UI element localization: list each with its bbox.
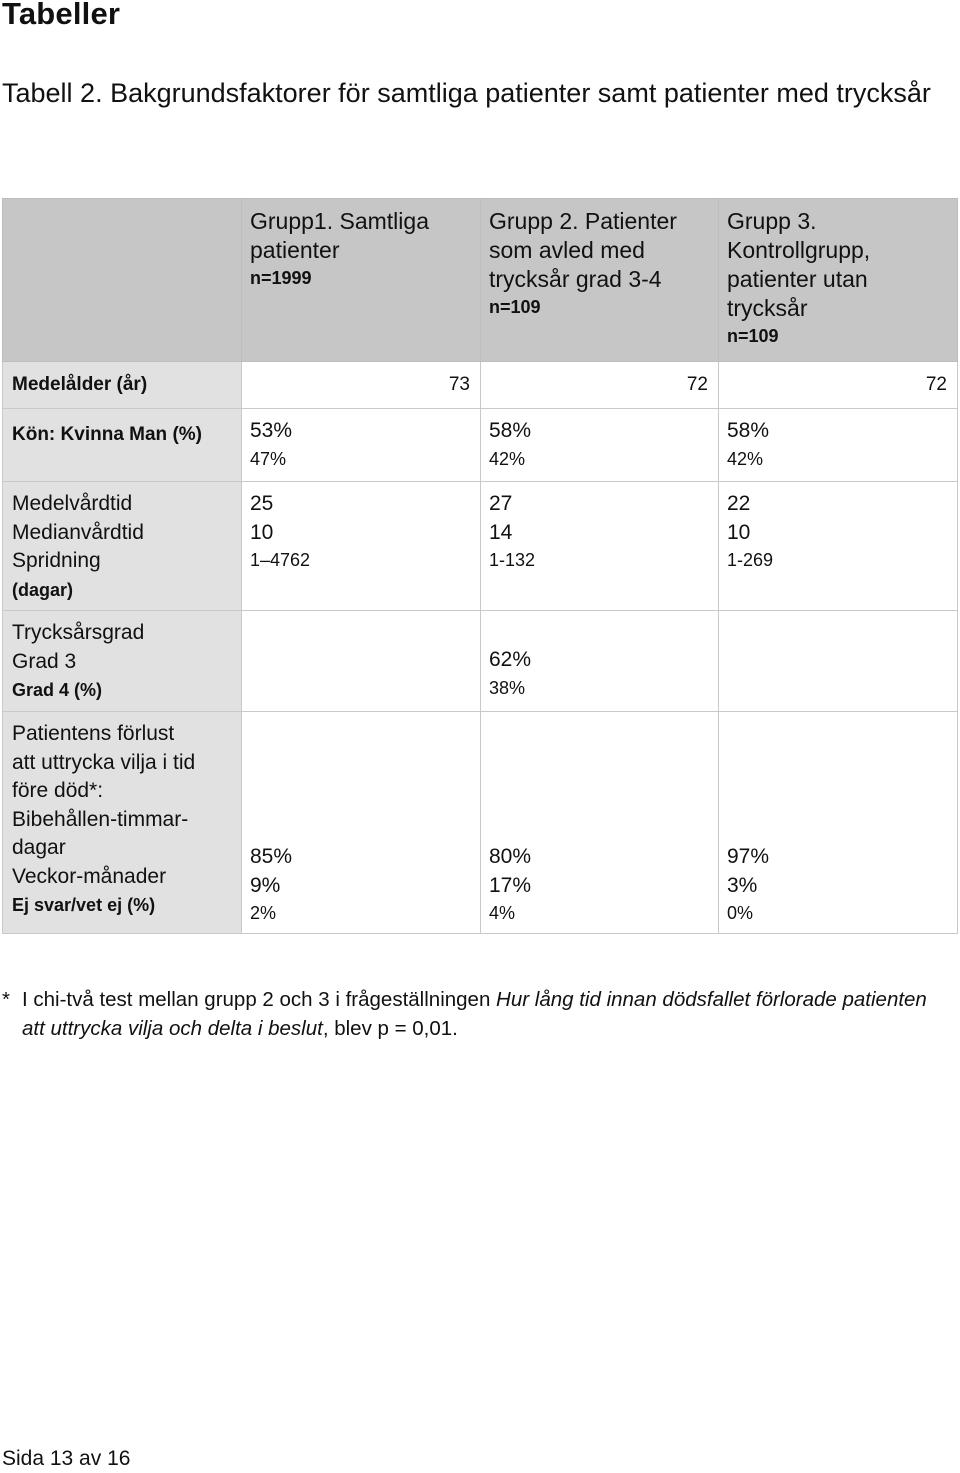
cell-grad-group1	[242, 611, 481, 712]
header-corner-cell	[3, 199, 242, 362]
row-label-vardtid	[3, 482, 242, 611]
row-forlust	[3, 712, 958, 934]
header-group2-title-line: som avled med	[489, 237, 645, 263]
value-kvinna: 53%	[250, 419, 293, 442]
value-veckor: 3%	[727, 873, 758, 897]
value-ej-svar: 2%	[250, 903, 277, 923]
background-factors-table	[2, 198, 958, 934]
cell-kon-group2	[481, 409, 719, 482]
value-median: 10	[250, 520, 274, 544]
value-spridning: 1-269	[727, 550, 774, 570]
row-label-trycksarsgrad	[3, 611, 242, 712]
value-ej-svar: 0%	[727, 903, 754, 923]
footnote-text-plain: I chi-två test mellan grupp 2 och 3 i frågeställningen	[22, 988, 497, 1011]
header-group1-title-line: Grupp1. Samtliga	[250, 208, 429, 234]
row-kon	[3, 409, 958, 482]
value-bibehallen: 80%	[489, 845, 532, 868]
page-heading: Tabeller	[2, 0, 121, 31]
header-group2-title-line: trycksår grad 3-4	[489, 266, 662, 292]
header-group2-n: n=109	[489, 297, 541, 317]
footnote	[2, 985, 932, 1043]
table-header-row	[3, 199, 958, 362]
value-bibehallen: 85%	[250, 845, 293, 868]
row-label-line: Ej svar/vet ej (%)	[12, 895, 156, 915]
row-label-line: Bibehållen-timmar-	[12, 807, 189, 831]
cell-vardtid-group2	[481, 482, 719, 611]
cell-medelalder-group2: 72	[481, 362, 719, 409]
row-medelalder	[3, 362, 958, 409]
value-medel: 25	[250, 492, 274, 515]
cell-forlust-group1	[242, 712, 481, 934]
footnote-text-plain: , blev p = 0,01.	[322, 1017, 458, 1040]
header-group2	[481, 199, 719, 362]
cell-grad-group3	[719, 611, 958, 712]
row-label-line: före död*:	[12, 779, 104, 802]
row-label-medelalder: Medelålder (år)	[3, 362, 242, 409]
value-man: 47%	[250, 448, 287, 469]
row-label-line: att uttrycka vilja i tid	[12, 750, 196, 774]
row-label-line: Trycksårsgrad	[12, 621, 145, 644]
row-label-line: Grad 4 (%)	[12, 680, 103, 700]
value-bibehallen: 97%	[727, 845, 770, 868]
header-group1-title-line: patienter	[250, 237, 340, 263]
footnote-text	[2, 985, 932, 1043]
row-label-line: dagar	[12, 836, 66, 859]
cell-vardtid-group1	[242, 482, 481, 611]
row-label-line: Medelvårdtid	[12, 492, 133, 515]
header-group3-title-line: patienter utan	[727, 266, 868, 292]
footnote-text-italic: Hur lång tid innan dödsfallet förlorade patienten att uttrycka vilja och delta i beslut	[22, 988, 927, 1040]
cell-vardtid-group3	[719, 482, 958, 611]
row-label-line: (dagar)	[12, 579, 74, 600]
row-label-forlust	[3, 712, 242, 934]
cell-medelalder-group1: 73	[242, 362, 481, 409]
value-spridning: 1-132	[489, 550, 536, 570]
value-spridning: 1–4762	[250, 550, 311, 570]
value-medel: 27	[489, 492, 513, 515]
table-caption: Tabell 2. Bakgrundsfaktorer för samtliga patienter samt patienter med trycksår	[2, 78, 931, 108]
value-grad3: 62%	[489, 648, 532, 671]
value-kvinna: 58%	[489, 419, 532, 442]
footnote-marker: *	[2, 988, 10, 1011]
cell-kon-group1	[242, 409, 481, 482]
value-veckor: 9%	[250, 873, 281, 897]
page-number: Sida 13 av 16	[2, 1447, 131, 1470]
value-man: 42%	[489, 448, 526, 469]
row-label-kon-text: Kön: Kvinna Man (%)	[12, 424, 202, 445]
value-medel: 22	[727, 492, 751, 515]
row-label-line: Patientens förlust	[12, 722, 175, 745]
value-grad4: 38%	[489, 677, 526, 698]
value-ej-svar: 4%	[489, 903, 516, 923]
cell-medelalder-group3: 72	[719, 362, 958, 409]
cell-grad-group2	[481, 611, 719, 712]
header-group3-title-line: Kontrollgrupp,	[727, 237, 871, 263]
value-median: 14	[489, 520, 513, 544]
row-trycksarsgrad	[3, 611, 958, 712]
value-kvinna: 58%	[727, 419, 770, 442]
value-veckor: 17%	[489, 873, 532, 897]
value-median: 10	[727, 520, 751, 544]
row-label-line: Veckor-månader	[12, 864, 167, 888]
row-vardtid	[3, 482, 958, 611]
header-group3-title-line: trycksår	[727, 295, 808, 321]
cell-forlust-group2	[481, 712, 719, 934]
row-label-line: Grad 3	[12, 649, 77, 673]
row-label-line: Spridning	[12, 549, 101, 572]
cell-kon-group3	[719, 409, 958, 482]
header-group1-n: n=1999	[250, 268, 312, 288]
cell-forlust-group3	[719, 712, 958, 934]
header-group3-title-line: Grupp 3.	[727, 208, 817, 234]
row-label-kon	[3, 409, 242, 482]
header-group3	[719, 199, 958, 362]
row-label-line: Medianvårdtid	[12, 520, 144, 544]
value-man: 42%	[727, 448, 764, 469]
header-group2-title-line: Grupp 2. Patienter	[489, 208, 677, 234]
header-group1	[242, 199, 481, 362]
header-group3-n: n=109	[727, 326, 779, 346]
